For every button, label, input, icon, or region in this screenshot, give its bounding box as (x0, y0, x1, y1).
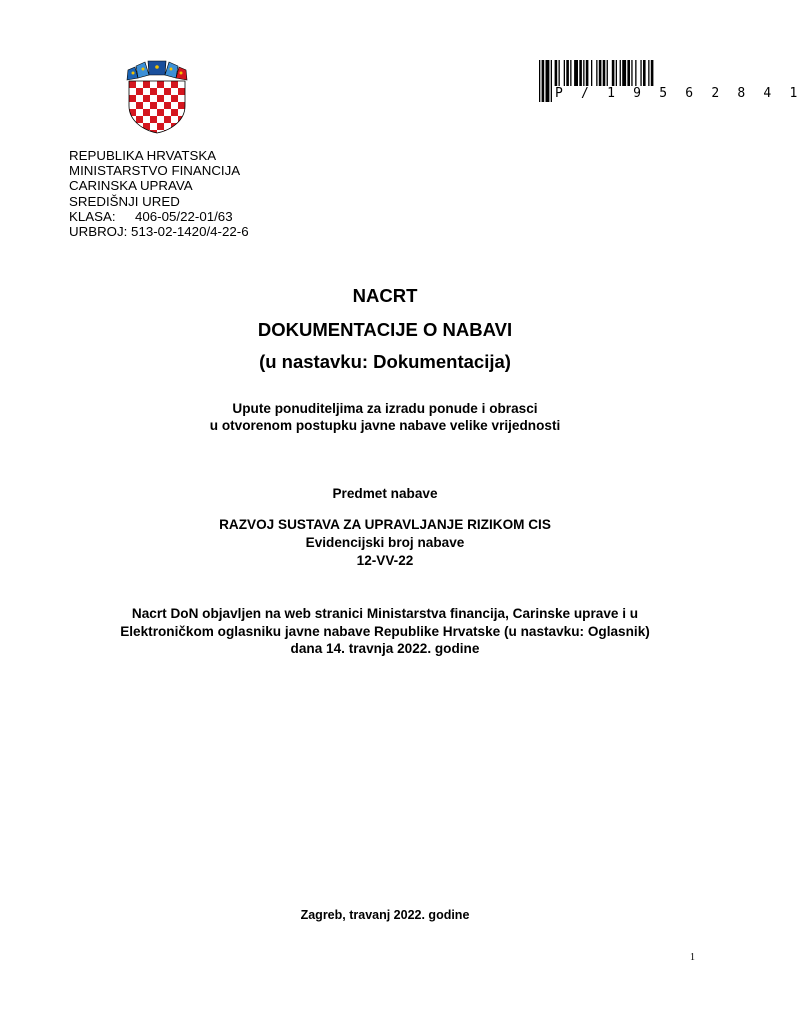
header-klasa (69, 209, 249, 224)
klasa-value: 406-05/22-01/63 (135, 208, 233, 224)
subtitle-line2: u otvorenom postupku javne nabave velike vrijednosti (209, 418, 561, 433)
subject-name: RAZVOJ SUSTAVA ZA UPRAVLJANJE RIZIKOM CIS (219, 517, 551, 532)
barcode-bar (551, 60, 552, 102)
publication-line1: Nacrt DoN objavljen na web stranici Ministarstva financija, Carinske uprave i u (131, 606, 639, 621)
page-number: 1 (690, 952, 695, 963)
header-office: SREDIŠNJI URED (69, 193, 180, 209)
barcode-number: P / 1 9 5 6 2 8 4 1 (555, 86, 803, 101)
croatian-coat-of-arms-icon (124, 60, 190, 134)
subject-ref-value: 12-VV-22 (356, 553, 414, 568)
header-ministry: MINISTARSTVO FINANCIJA (69, 163, 241, 179)
publication-line3: dana 14. travnja 2022. godine (290, 641, 480, 656)
issuer-header (69, 148, 249, 239)
doc-title-line3: (u nastavku: Dokumentacija) (259, 351, 511, 372)
header-customs: CARINSKA UPRAVA (69, 178, 193, 194)
publication-line2: Elektroničkom oglasniku javne nabave Republike Hrvatske (u nastavku: Oglasnik) (120, 624, 650, 639)
header-urbroj: URBROJ: 513-02-1420/4-22-6 (69, 224, 249, 240)
barcode (537, 60, 803, 102)
footer-place-date: Zagreb, travanj 2022. godine (300, 908, 470, 922)
barcode-bar (542, 60, 545, 102)
doc-title-line1: NACRT (352, 285, 418, 306)
subtitle-line1: Upute ponuditeljima za izradu ponude i obrasci (232, 401, 538, 416)
doc-title-line2: DOKUMENTACIJE O NABAVI (257, 319, 513, 340)
header-republic: REPUBLIKA HRVATSKA (69, 148, 217, 163)
subject-ref-label: Evidencijski broj nabave (305, 535, 465, 550)
klasa-label: KLASA: (69, 208, 116, 224)
barcode-bar (546, 60, 550, 102)
barcode-bar (539, 60, 540, 102)
subject-heading: Predmet nabave (332, 486, 438, 501)
